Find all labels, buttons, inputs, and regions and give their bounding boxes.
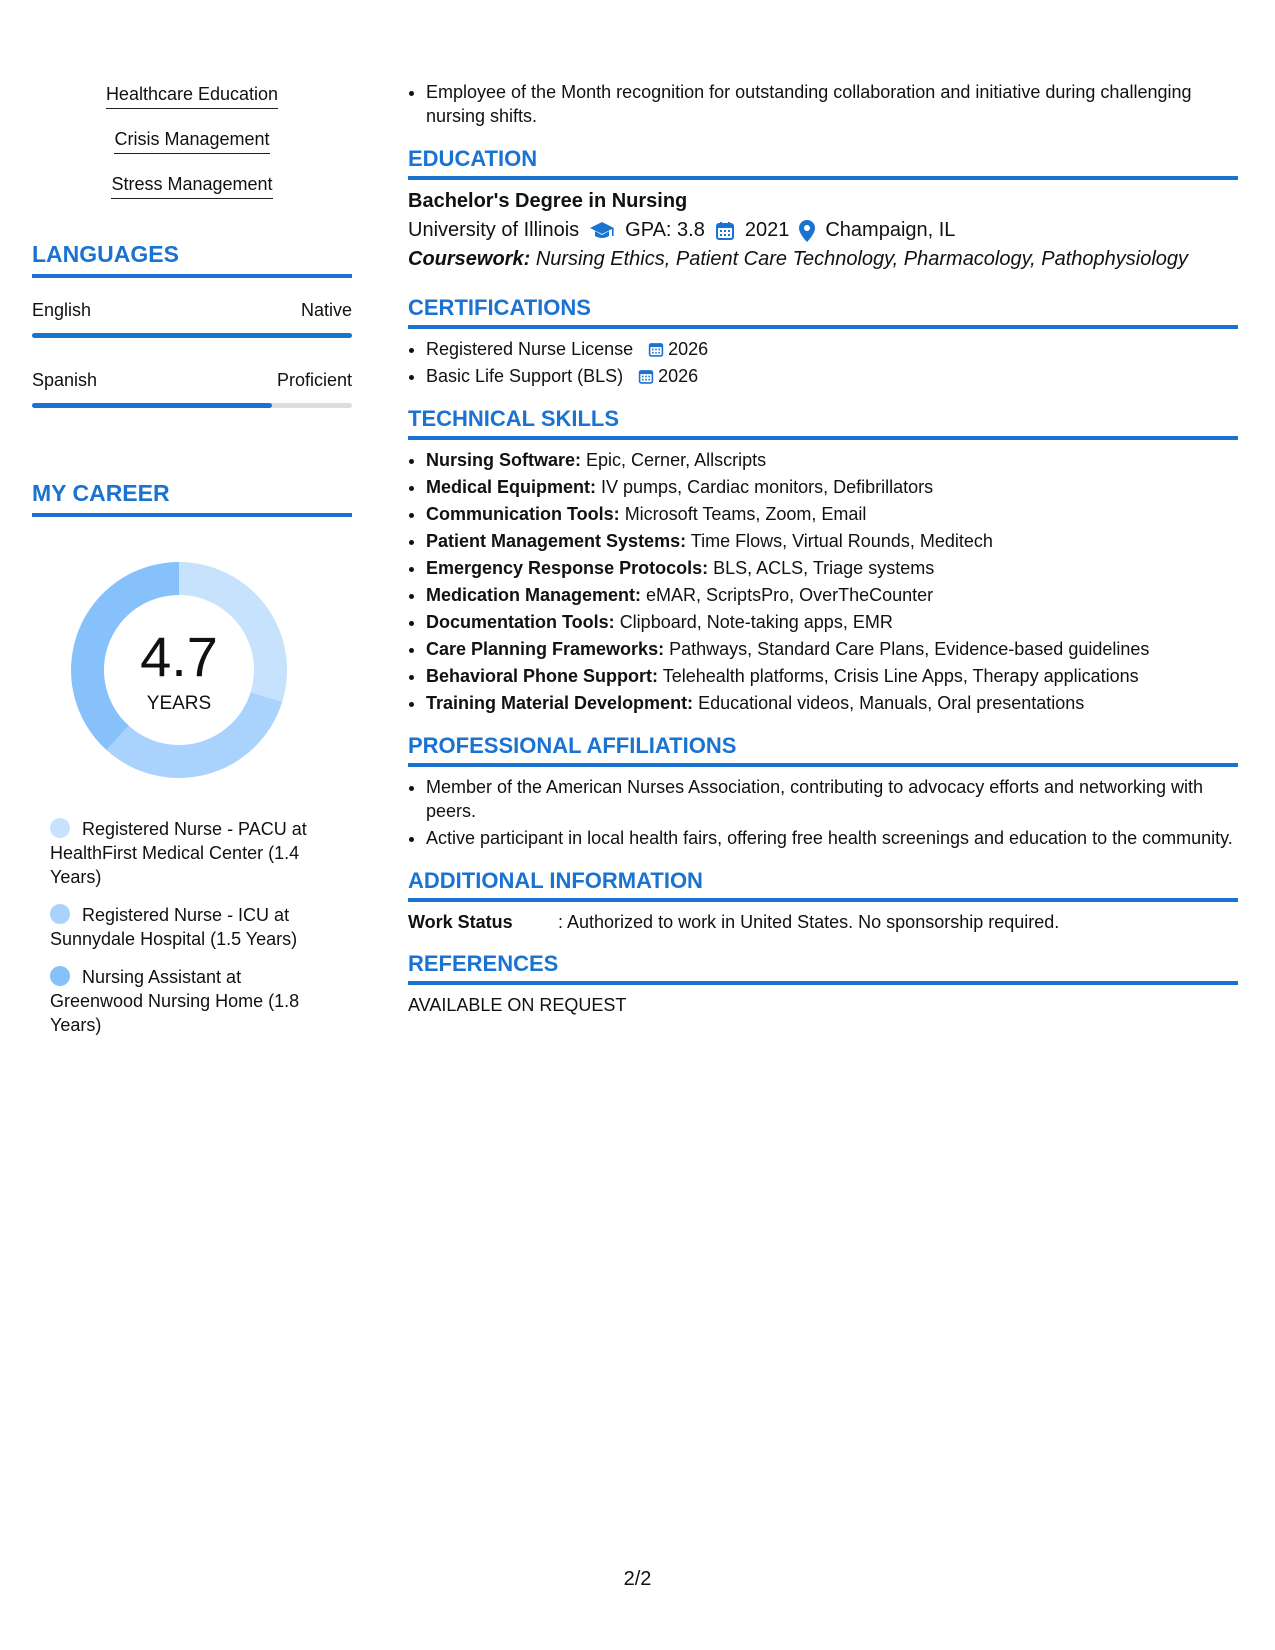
achievement-list — [408, 80, 1238, 128]
gpa: GPA: 3.8 — [625, 219, 705, 241]
skills-list — [32, 84, 352, 199]
calendar-icon — [648, 341, 664, 358]
language-name: English — [32, 300, 92, 320]
language-english — [32, 300, 352, 338]
affiliation-item: • Member of the American Nurses Association, contributing to advocacy efforts and networking with peers. — [426, 775, 1238, 823]
school-location: Champaign, IL — [825, 219, 956, 241]
school-name: University of Illinois — [408, 219, 580, 241]
affiliation-item: • Active participant in local health fairs, offering free health screenings and education to the community. — [426, 826, 1238, 850]
language-name: Spanish — [32, 370, 98, 390]
technical-skill-item: • Behavioral Phone Support: Telehealth platforms, Crisis Line Apps, Therapy applications — [426, 664, 1238, 688]
career-heading: MY CAREER — [32, 480, 352, 517]
technical-skills-list — [408, 448, 1238, 715]
work-status-value: : Authorized to work in United States. No sponsorship required. — [558, 912, 1060, 932]
language-spanish — [32, 370, 352, 408]
technical-skill-item: • Emergency Response Protocols: BLS, ACLS, Triage systems — [426, 556, 1238, 580]
technical-skills-heading: TECHNICAL SKILLS — [408, 406, 1238, 440]
languages-heading: LANGUAGES — [32, 241, 352, 278]
references-text: AVAILABLE ON REQUEST — [408, 995, 627, 1015]
certification-item: • Registered Nurse License 2026 — [426, 337, 1238, 361]
achievement-item: • Employee of the Month recognition for outstanding collaboration and initiative during challenging nursing shifts. — [426, 80, 1238, 128]
career-total-unit: YEARS — [146, 693, 212, 714]
graduation-cap-icon — [589, 221, 615, 241]
career-legend-item: Registered Nurse - PACU at HealthFirst Medical Center (1.4 Years) — [50, 819, 307, 887]
certification-item: • Basic Life Support (BLS) 2026 — [426, 364, 1238, 388]
education-meta — [408, 219, 1238, 242]
degree-title: Bachelor's Degree in Nursing — [408, 190, 688, 212]
legend-dot — [50, 818, 70, 838]
calendar-icon — [638, 368, 654, 385]
career-total-years: 4.7 — [140, 625, 218, 688]
left-column — [32, 84, 352, 1051]
technical-skill-item: • Patient Management Systems: Time Flows, Virtual Rounds, Meditech — [426, 529, 1238, 553]
skill-item: Crisis Management — [32, 129, 352, 154]
language-bar-fill — [32, 333, 352, 338]
location-pin-icon — [799, 220, 815, 242]
certifications-heading: CERTIFICATIONS — [408, 295, 1238, 329]
language-bar-fill — [32, 403, 272, 408]
language-bar — [32, 333, 352, 338]
technical-skill-item: • Communication Tools: Microsoft Teams, Zoom, Email — [426, 502, 1238, 526]
technical-skill-item: • Care Planning Frameworks: Pathways, Standard Care Plans, Evidence-based guidelines — [426, 637, 1238, 661]
technical-skill-item: • Nursing Software: Epic, Cerner, Allscripts — [426, 448, 1238, 472]
technical-skill-item: • Training Material Development: Educational videos, Manuals, Oral presentations — [426, 691, 1238, 715]
career-legend-item: Nursing Assistant at Greenwood Nursing Home (1.8 Years) — [50, 967, 300, 1035]
references-heading: REFERENCES — [408, 951, 1238, 985]
work-status-row — [408, 912, 1238, 933]
education-heading: EDUCATION — [408, 146, 1238, 180]
technical-skill-item: • Medication Management: eMAR, ScriptsPro, OverTheCounter — [426, 583, 1238, 607]
career-legend — [50, 817, 320, 1037]
right-column — [408, 80, 1238, 1016]
coursework: Coursework: Nursing Ethics, Patient Care Technology, Pharmacology, Pathophysiology — [408, 248, 1189, 270]
skill-item: Stress Management — [32, 174, 352, 199]
certifications-list — [408, 337, 1238, 388]
technical-skill-item: • Documentation Tools: Clipboard, Note-taking apps, EMR — [426, 610, 1238, 634]
page-number: 2/2 — [623, 1568, 652, 1590]
language-level: Proficient — [276, 370, 352, 390]
work-status-label: Work Status — [408, 912, 513, 932]
career-donut-chart — [64, 555, 294, 785]
affiliations-heading: PROFESSIONAL AFFILIATIONS — [408, 733, 1238, 767]
career-legend-item: Registered Nurse - ICU at Sunnydale Hospital (1.5 Years) — [50, 905, 298, 949]
language-bar — [32, 403, 352, 408]
technical-skill-item: • Medical Equipment: IV pumps, Cardiac monitors, Defibrillators — [426, 475, 1238, 499]
skill-item: Healthcare Education — [32, 84, 352, 109]
legend-dot — [50, 966, 70, 986]
calendar-icon — [715, 221, 735, 241]
additional-info-heading: ADDITIONAL INFORMATION — [408, 868, 1238, 902]
legend-dot — [50, 904, 70, 924]
affiliations-list — [408, 775, 1238, 850]
graduation-year: 2021 — [744, 219, 790, 241]
language-level: Native — [300, 300, 352, 320]
